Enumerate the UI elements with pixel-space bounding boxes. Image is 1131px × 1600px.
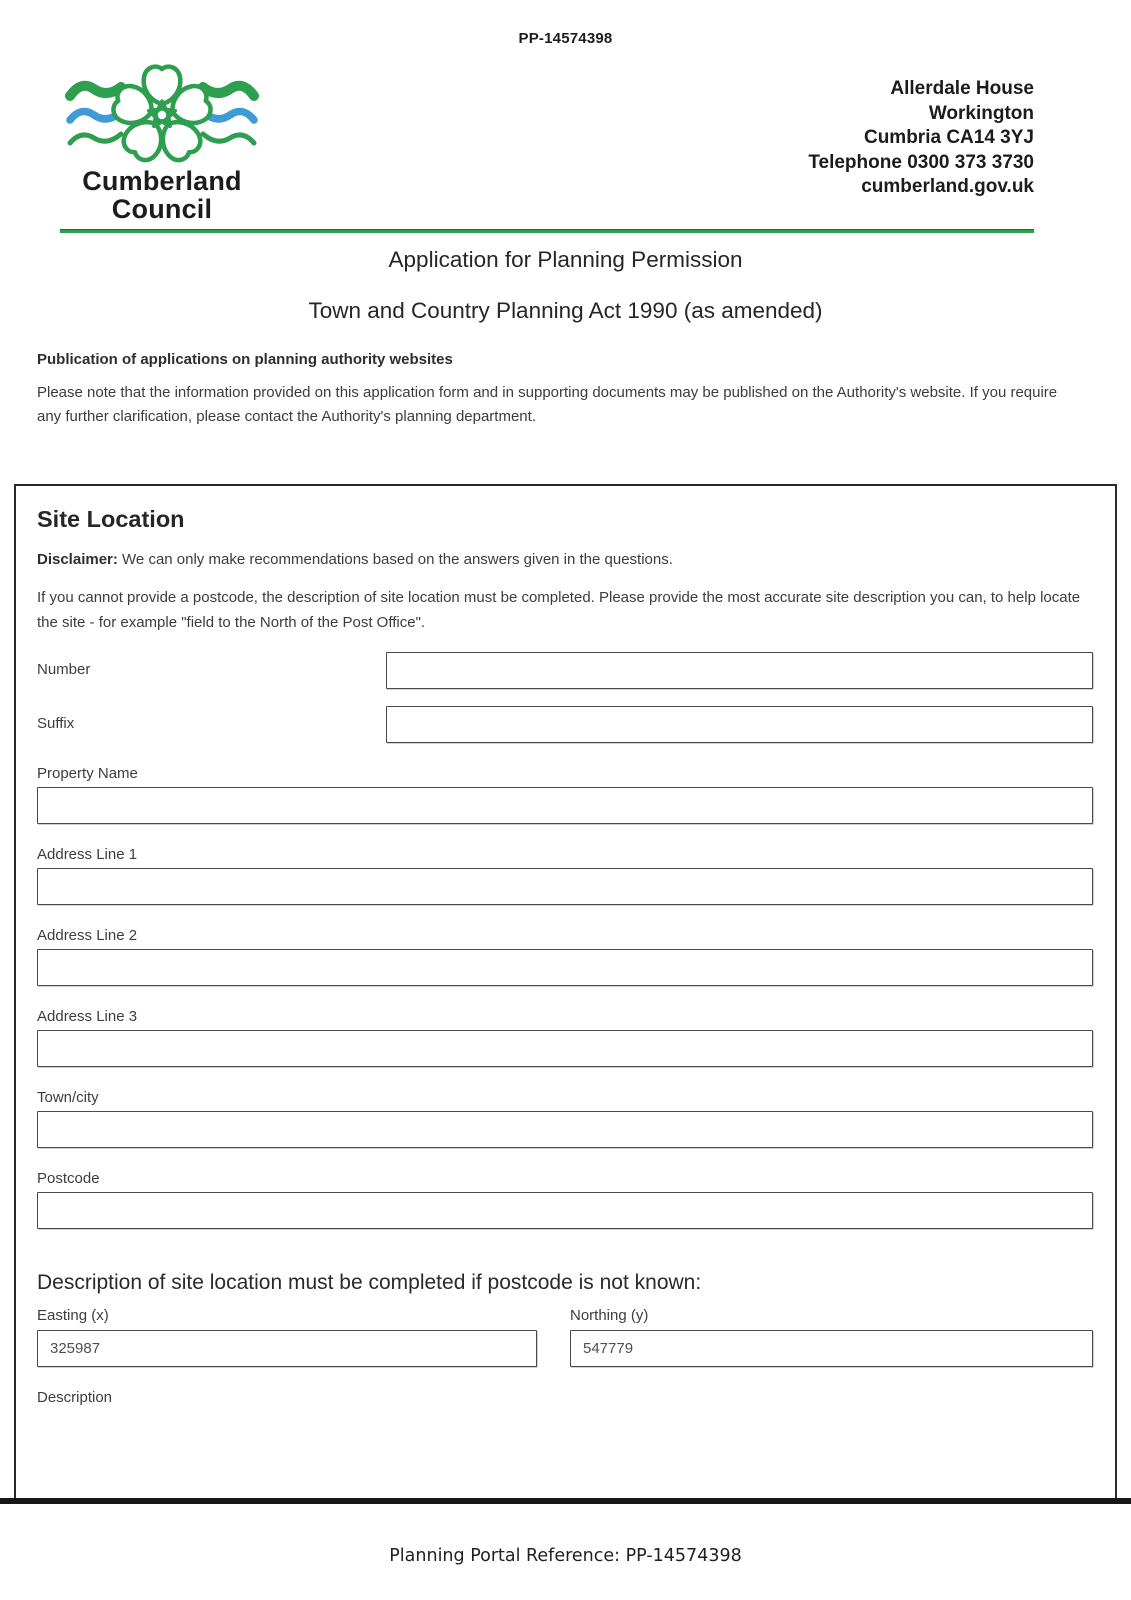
address-line: Allerdale House <box>890 78 1034 99</box>
easting-input[interactable] <box>37 1330 537 1367</box>
easting-label: Easting (x) <box>37 1306 109 1324</box>
disclaimer-label: Disclaimer: <box>37 550 118 568</box>
disclaimer-text <box>37 549 1093 571</box>
town-city-label: Town/city <box>37 1088 99 1106</box>
field-town-city <box>37 1089 1093 1148</box>
description-of-site-location-heading: Description of site location must be completed if postcode is not known: <box>37 1270 702 1294</box>
address-line-2-label: Address Line 2 <box>37 926 138 944</box>
section-heading: Site Location <box>37 505 185 532</box>
page-title: Application for Planning Permission <box>388 246 743 272</box>
field-property-name <box>37 765 1093 824</box>
cumberland-flower-waves-icon <box>64 63 260 167</box>
site-location-intro: If you cannot provide a postcode, the description of site location must be completed. Please provide the most accurate site description you can, to help locate the site - for example "field to the North of the Post Office". <box>37 588 1081 631</box>
description-label: Description <box>37 1388 113 1406</box>
coordinates-row <box>37 1307 1093 1367</box>
postcode-input[interactable] <box>37 1192 1093 1229</box>
address-line: Workington <box>928 102 1034 124</box>
site-location-section <box>14 484 1117 1498</box>
header-divider <box>60 229 1034 233</box>
address-line-telephone: Telephone 0300 373 3730 <box>808 151 1034 173</box>
address-line-3-label: Address Line 3 <box>37 1007 138 1025</box>
field-postcode <box>37 1170 1093 1229</box>
council-name-line1: Cumberland <box>82 166 242 196</box>
address-line: Cumbria CA14 3YJ <box>863 127 1034 148</box>
field-row-suffix <box>37 706 1093 743</box>
publication-body: Please note that the information provided on this application form and in supporting documents may be published on the Authority's website. If you require any further clarification, please contact the Authority's planning department. <box>37 383 1058 425</box>
address-line-1-input[interactable] <box>37 868 1093 905</box>
field-row-number <box>37 652 1093 689</box>
page-break-divider <box>0 1498 1131 1504</box>
field-easting <box>37 1307 537 1367</box>
number-input[interactable] <box>386 652 1093 689</box>
planning-portal-reference-top: PP-14574398 <box>518 30 613 47</box>
number-label: Number <box>37 660 91 678</box>
address-line-website: cumberland.gov.uk <box>861 176 1034 197</box>
field-address-line-3 <box>37 1008 1093 1067</box>
publication-heading: Publication of applications on planning authority websites <box>37 350 453 368</box>
address-line-2-input[interactable] <box>37 949 1093 986</box>
council-address <box>808 77 1034 200</box>
suffix-input[interactable] <box>386 706 1093 743</box>
field-northing <box>570 1307 1093 1367</box>
disclaimer-body: We can only make recommendations based on the answers given in the questions. <box>117 550 673 568</box>
suffix-label: Suffix <box>37 714 75 732</box>
town-city-input[interactable] <box>37 1111 1093 1148</box>
header <box>62 63 1034 223</box>
northing-input[interactable] <box>570 1330 1093 1367</box>
northing-label: Northing (y) <box>570 1306 649 1324</box>
page-subtitle: Town and Country Planning Act 1990 (as amended) <box>308 297 823 323</box>
planning-portal-reference-footer: Planning Portal Reference: PP-14574398 <box>389 1545 742 1566</box>
address-line-1-label: Address Line 1 <box>37 845 138 863</box>
postcode-label: Postcode <box>37 1169 100 1187</box>
flower-icon <box>110 67 213 165</box>
field-address-line-1 <box>37 846 1093 905</box>
property-name-label: Property Name <box>37 764 138 782</box>
council-logo <box>62 63 262 223</box>
property-name-input[interactable] <box>37 787 1093 824</box>
field-address-line-2 <box>37 927 1093 986</box>
address-line-3-input[interactable] <box>37 1030 1093 1067</box>
council-name-line2: Council <box>111 194 213 224</box>
